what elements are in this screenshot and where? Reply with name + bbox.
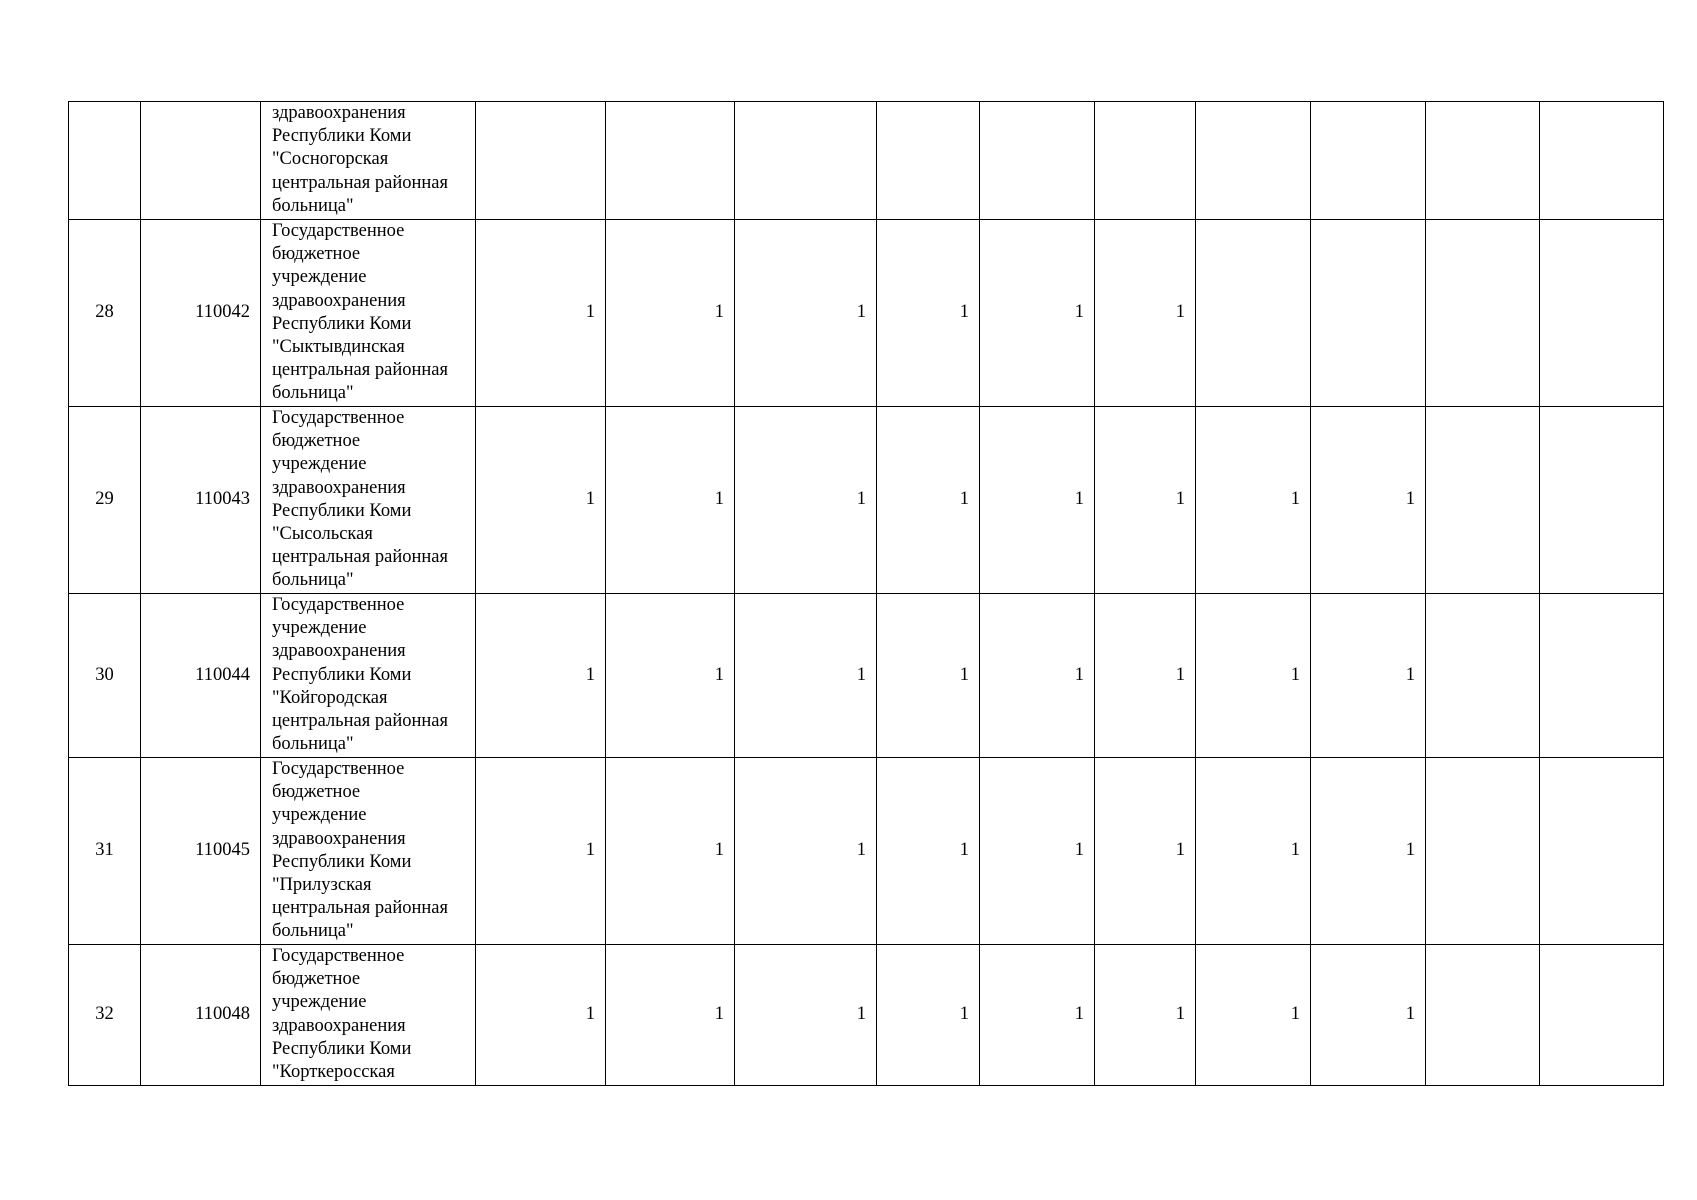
value-cell <box>1426 594 1540 758</box>
row-number-cell: 28 <box>69 220 141 407</box>
organization-code-cell: 110043 <box>141 407 261 594</box>
value-cell: 1 <box>1095 758 1196 945</box>
row-number-cell: 29 <box>69 407 141 594</box>
value-cell <box>1540 220 1664 407</box>
value-cell: 1 <box>1196 594 1311 758</box>
organization-code-cell <box>141 102 261 220</box>
value-cell: 1 <box>877 594 980 758</box>
value-cell: 1 <box>476 945 606 1086</box>
value-cell: 1 <box>735 220 877 407</box>
value-cell: 1 <box>606 220 735 407</box>
row-number-cell: 32 <box>69 945 141 1086</box>
organization-code-cell: 110042 <box>141 220 261 407</box>
row-number-cell: 30 <box>69 594 141 758</box>
value-cell: 1 <box>877 407 980 594</box>
value-cell: 1 <box>980 594 1095 758</box>
value-cell <box>1540 102 1664 220</box>
value-cell <box>1426 945 1540 1086</box>
value-cell <box>877 102 980 220</box>
value-cell: 1 <box>1196 945 1311 1086</box>
value-cell: 1 <box>877 758 980 945</box>
table-row <box>69 945 1664 1086</box>
document-table <box>68 101 1664 1086</box>
organization-name-cell: Государственное бюджетное учреждение здравоохранения Республики Коми "Сыктывдинская центральная районная больница" <box>261 220 476 407</box>
organization-name-cell: здравоохранения Республики Коми "Сосногорская центральная районная больница" <box>261 102 476 220</box>
value-cell <box>980 102 1095 220</box>
table-row <box>69 220 1664 407</box>
value-cell: 1 <box>1196 407 1311 594</box>
value-cell: 1 <box>735 758 877 945</box>
organization-name-cell: Государственное бюджетное учреждение здравоохранения Республики Коми "Прилузская центральная районная больница" <box>261 758 476 945</box>
organization-name-cell: Государственное бюджетное учреждение здравоохранения Республики Коми "Сысольская центральная районная больница" <box>261 407 476 594</box>
value-cell: 1 <box>1311 758 1426 945</box>
value-cell: 1 <box>1311 407 1426 594</box>
value-cell: 1 <box>735 594 877 758</box>
value-cell: 1 <box>735 945 877 1086</box>
value-cell: 1 <box>606 407 735 594</box>
value-cell <box>1426 220 1540 407</box>
value-cell <box>1540 758 1664 945</box>
value-cell: 1 <box>1095 407 1196 594</box>
value-cell <box>1540 407 1664 594</box>
value-cell: 1 <box>606 594 735 758</box>
value-cell: 1 <box>1095 220 1196 407</box>
value-cell: 1 <box>476 594 606 758</box>
value-cell <box>1196 102 1311 220</box>
value-cell: 1 <box>1311 594 1426 758</box>
value-cell: 1 <box>606 758 735 945</box>
table-row <box>69 594 1664 758</box>
organization-code-cell: 110044 <box>141 594 261 758</box>
value-cell: 1 <box>980 220 1095 407</box>
value-cell <box>1311 220 1426 407</box>
value-cell: 1 <box>980 945 1095 1086</box>
row-number-cell <box>69 102 141 220</box>
organization-name-cell: Государственное бюджетное учреждение здравоохранения Республики Коми "Корткеросская <box>261 945 476 1086</box>
value-cell: 1 <box>980 407 1095 594</box>
organization-code-cell: 110048 <box>141 945 261 1086</box>
value-cell <box>1426 758 1540 945</box>
table-row <box>69 102 1664 220</box>
value-cell <box>606 102 735 220</box>
value-cell <box>1426 407 1540 594</box>
value-cell: 1 <box>735 407 877 594</box>
organization-code-cell: 110045 <box>141 758 261 945</box>
value-cell: 1 <box>1095 945 1196 1086</box>
value-cell <box>1540 594 1664 758</box>
value-cell <box>1540 945 1664 1086</box>
value-cell <box>735 102 877 220</box>
value-cell: 1 <box>1311 945 1426 1086</box>
table-row <box>69 407 1664 594</box>
value-cell <box>1426 102 1540 220</box>
value-cell <box>476 102 606 220</box>
value-cell: 1 <box>476 758 606 945</box>
value-cell <box>1095 102 1196 220</box>
value-cell: 1 <box>476 407 606 594</box>
value-cell: 1 <box>606 945 735 1086</box>
value-cell: 1 <box>877 220 980 407</box>
value-cell <box>1196 220 1311 407</box>
organization-name-cell: Государственное учреждение здравоохранения Республики Коми "Койгородская центральная районная больница" <box>261 594 476 758</box>
value-cell: 1 <box>877 945 980 1086</box>
value-cell <box>1311 102 1426 220</box>
value-cell: 1 <box>476 220 606 407</box>
value-cell: 1 <box>980 758 1095 945</box>
value-cell: 1 <box>1095 594 1196 758</box>
row-number-cell: 31 <box>69 758 141 945</box>
value-cell: 1 <box>1196 758 1311 945</box>
table-row <box>69 758 1664 945</box>
